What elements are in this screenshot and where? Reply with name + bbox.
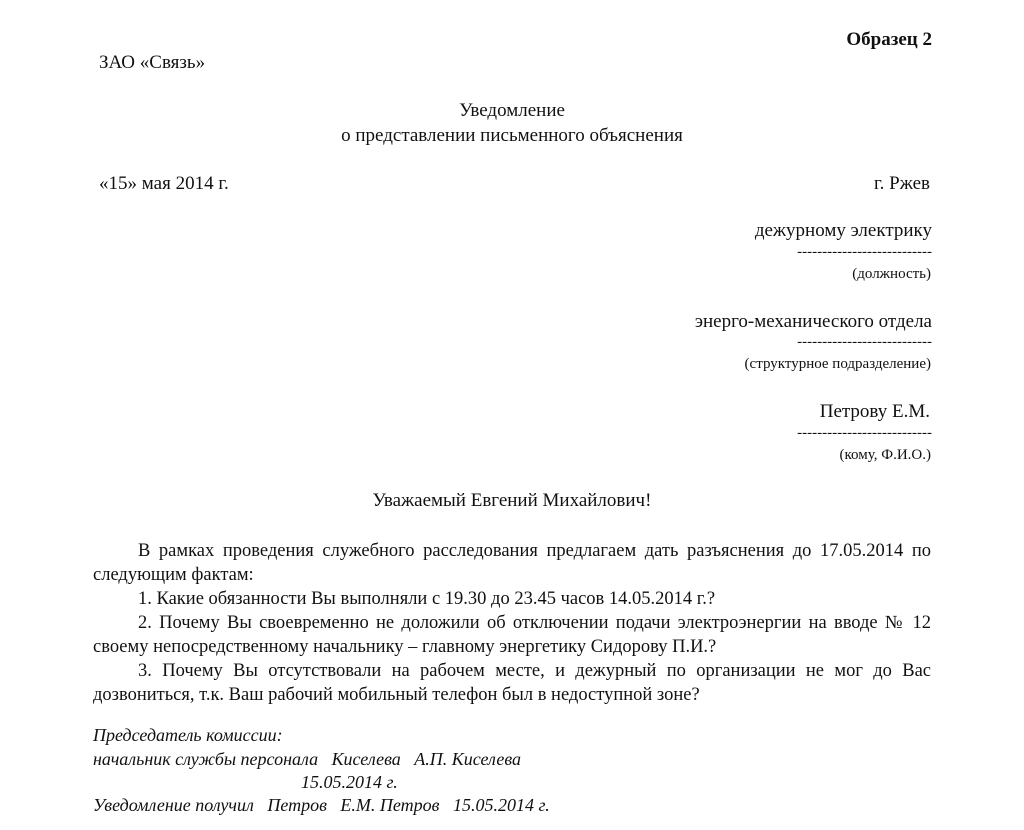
chair-signature-date: 15.05.2014 г.: [301, 772, 398, 792]
name-caption: (кому, Ф.И.О.): [839, 447, 931, 463]
question-item-2: 2. Почему Вы своевременно не доложили об отключении подачи электроэнергии на вводе № 12 своему непосредственному начальнику – главному энергетику Сидорову П.И.?: [93, 613, 931, 657]
document-subtitle: о представлении письменного объяснения: [341, 125, 683, 146]
chair-signature-line: начальник службы персонала Киселева А.П. Киселева: [93, 749, 522, 769]
department-underline: ---------------------------: [797, 334, 932, 350]
document-city: г. Ржев: [874, 173, 930, 194]
position-underline: ---------------------------: [797, 244, 932, 260]
intro-paragraph: В рамках проведения служебного расследования предлагаем дать разъяснения до 17.05.2014 по следующим фактам:: [93, 541, 931, 585]
addressee-position: дежурному электрику: [754, 220, 932, 241]
addressee-name: Петрову Е.М.: [819, 401, 930, 422]
document-date: «15» мая 2014 г.: [99, 173, 229, 194]
chair-label: Председатель комиссии:: [93, 725, 283, 745]
question-item-3: 3. Почему Вы отсутствовали на рабочем месте, и дежурный по организации не мог до Вас дозвониться, т.к. Ваш рабочий мобильный телефон был в недоступной зоне?: [93, 661, 931, 705]
document-title: Уведомление: [459, 100, 565, 121]
question-item-1: 1. Какие обязанности Вы выполняли с 19.30 до 23.45 часов 14.05.2014 г.?: [138, 589, 716, 609]
department-caption: (структурное подразделение): [744, 356, 931, 372]
notice-body: [93, 539, 931, 707]
receipt-signature-line: Уведомление получил Петров Е.М. Петров 15.05.2014 г.: [93, 795, 550, 815]
salutation: Уважаемый Евгений Михайлович!: [372, 490, 652, 511]
addressee-department: энерго-механического отдела: [694, 311, 932, 332]
name-underline: ---------------------------: [797, 425, 932, 441]
sample-label: Образец 2: [846, 29, 932, 50]
organization-name: ЗАО «Связь»: [99, 52, 206, 73]
position-caption: (должность): [852, 266, 931, 282]
